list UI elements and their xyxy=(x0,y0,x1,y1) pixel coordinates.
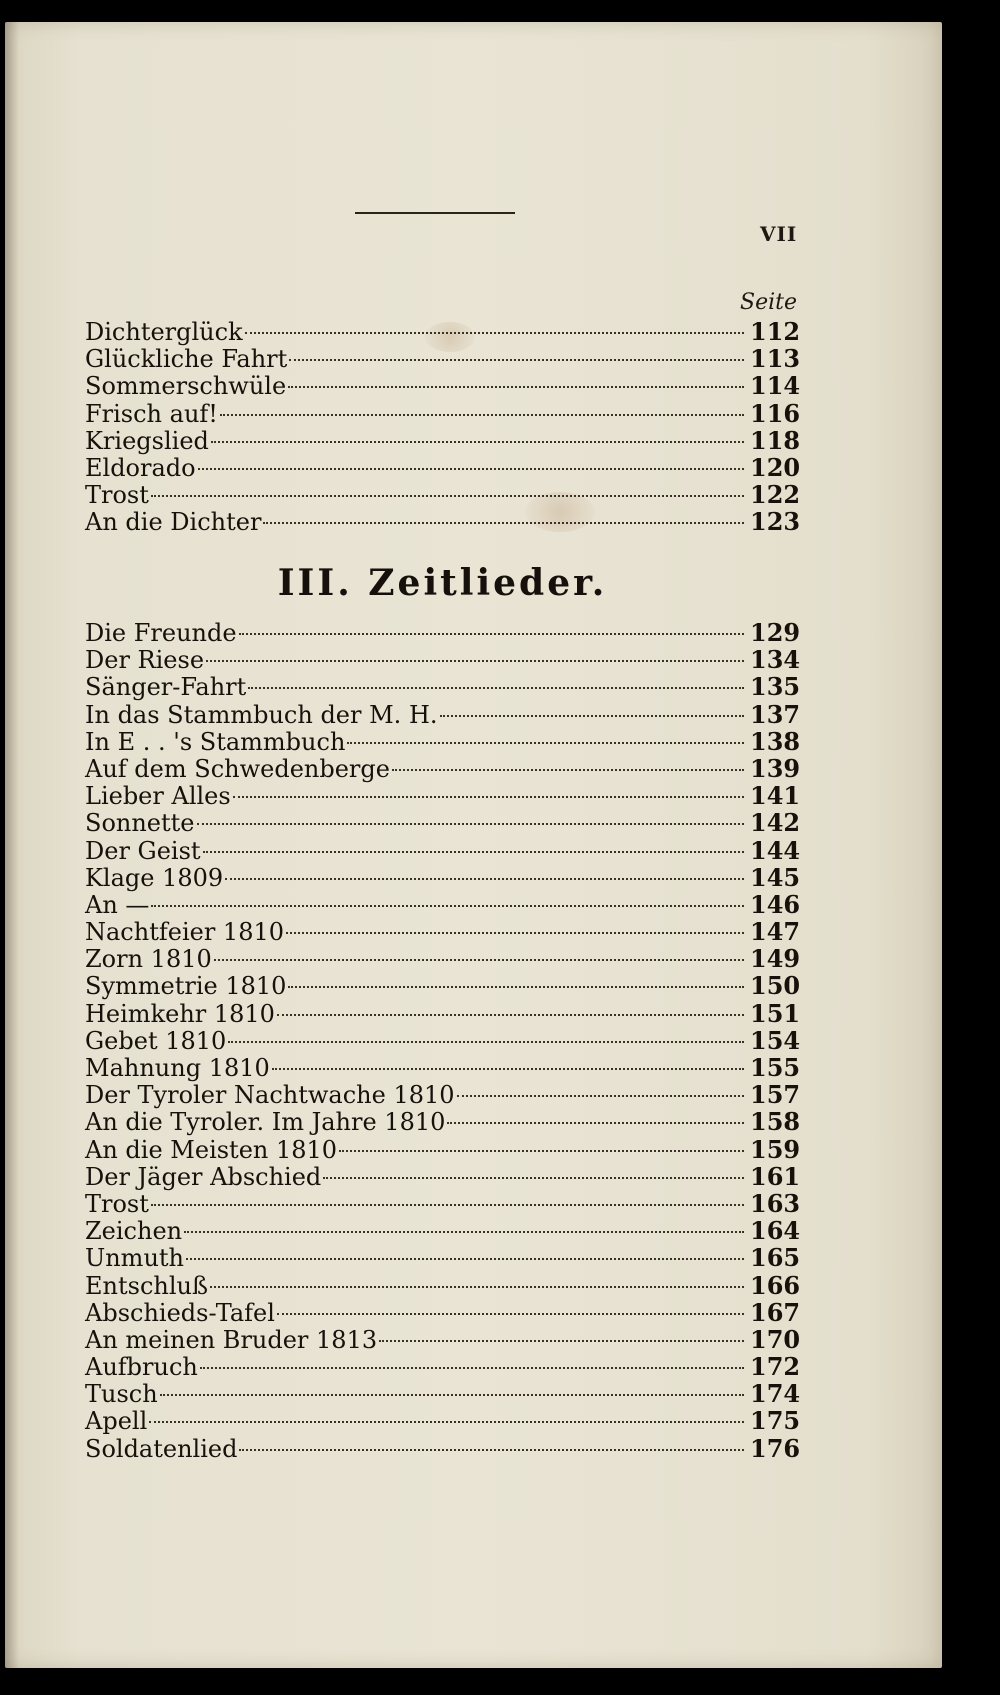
toc-entry xyxy=(85,1353,800,1380)
toc-entry-page: 167 xyxy=(750,1297,801,1327)
dot-leader xyxy=(184,1231,744,1233)
toc-entry-title: Heimkehr 1810 xyxy=(85,999,275,1028)
toc-entry-title: Soldatenlied xyxy=(85,1434,238,1463)
toc-entry xyxy=(85,918,800,945)
toc-entry-title: Gebet 1810 xyxy=(85,1026,227,1055)
toc-entry-title: Frisch auf! xyxy=(85,399,218,428)
toc-entry-title: Sonnette xyxy=(85,809,195,838)
toc-entry-title: In E . . 's Stammbuch xyxy=(85,727,346,756)
toc-entry-title: Auf dem Schwedenberge xyxy=(85,754,390,783)
toc-list-continued xyxy=(85,318,800,536)
toc-entry xyxy=(85,318,800,345)
toc-entry xyxy=(85,1380,800,1407)
toc-entry-page: 134 xyxy=(750,645,801,675)
header-rule xyxy=(355,212,515,214)
dot-leader xyxy=(277,1313,744,1315)
toc-entry-page: 139 xyxy=(750,753,801,783)
toc-entry xyxy=(85,673,800,700)
dot-leader xyxy=(186,1258,744,1260)
toc-entry xyxy=(85,372,800,399)
toc-entry-title: Dichterglück xyxy=(85,318,243,346)
toc-entry-title: Der Riese xyxy=(85,646,205,675)
toc-entry-page: 123 xyxy=(750,507,801,537)
dot-leader xyxy=(323,1177,744,1179)
toc-entry-title: Die Freunde xyxy=(85,619,237,647)
toc-entry xyxy=(85,1136,800,1163)
toc-entry xyxy=(85,945,800,972)
toc-entry xyxy=(85,1244,800,1271)
toc-entry-title: An die Tyroler. Im Jahre 1810 xyxy=(85,1108,446,1137)
toc-entry-page: 135 xyxy=(750,672,801,702)
toc-entry-title: Apell xyxy=(85,1407,148,1436)
toc-entry xyxy=(85,481,800,508)
dot-leader xyxy=(200,1367,744,1369)
toc-entry xyxy=(85,400,800,427)
toc-entry-title: Entschluß xyxy=(85,1271,208,1300)
dot-leader xyxy=(198,468,744,470)
dot-leader xyxy=(225,878,744,880)
toc-entry-title: Zorn 1810 xyxy=(85,945,212,974)
toc-entry-title: Eldorado xyxy=(85,453,196,482)
toc-entry-page: 155 xyxy=(750,1053,801,1082)
dot-leader xyxy=(214,959,744,961)
section-heading: III. Zeitlieder. xyxy=(277,562,608,604)
toc-entry xyxy=(85,427,800,454)
toc-entry-page: 161 xyxy=(750,1161,801,1191)
toc-entry-title: Symmetrie 1810 xyxy=(85,972,287,1001)
page-column-label: Seite xyxy=(740,290,797,315)
toc-entry xyxy=(85,1000,800,1027)
toc-entry xyxy=(85,1054,800,1081)
toc-entry xyxy=(85,837,800,864)
toc-entry-page: 176 xyxy=(750,1433,801,1463)
toc-entry-title: Nachtfeier 1810 xyxy=(85,918,284,947)
toc-entry xyxy=(85,646,800,673)
toc-entry-page: 146 xyxy=(750,889,801,919)
page-number: VII xyxy=(760,222,798,246)
toc-entry-page: 170 xyxy=(750,1324,801,1354)
spine-shadow xyxy=(5,22,19,1668)
toc-entry xyxy=(85,728,800,755)
toc-entry xyxy=(85,1108,800,1135)
dot-leader xyxy=(392,769,744,771)
dot-leader xyxy=(233,796,744,798)
toc-entry-title: An meinen Bruder 1813 xyxy=(85,1325,378,1354)
dot-leader xyxy=(239,633,744,635)
toc-entry-page: 120 xyxy=(750,452,801,482)
toc-entry xyxy=(85,508,800,535)
toc-entry-page: 164 xyxy=(750,1216,801,1246)
dot-leader xyxy=(151,905,744,907)
toc-entry-title: Trost xyxy=(85,1189,149,1218)
dot-leader xyxy=(151,1204,744,1206)
toc-entry-title: Aufbruch xyxy=(85,1353,198,1382)
toc-entry-page: 138 xyxy=(750,726,801,756)
toc-entry-page: 154 xyxy=(750,1025,801,1055)
toc-entry-page: 174 xyxy=(750,1379,801,1409)
toc-entry xyxy=(85,1217,800,1244)
toc-entry-title: Zeichen xyxy=(85,1217,183,1246)
toc-entry xyxy=(85,1299,800,1326)
dot-leader xyxy=(289,359,744,361)
toc-entry-page: 116 xyxy=(750,398,801,428)
toc-entry xyxy=(85,809,800,836)
dot-leader xyxy=(339,1150,744,1152)
toc-entry-title: Der Geist xyxy=(85,836,201,865)
toc-entry-page: 151 xyxy=(750,998,801,1028)
book-page xyxy=(5,22,942,1668)
toc-entry xyxy=(85,1326,800,1353)
dot-leader xyxy=(160,1394,744,1396)
dot-leader xyxy=(203,851,744,853)
dot-leader xyxy=(210,1286,744,1288)
toc-entry-title: Trost xyxy=(85,481,149,510)
toc-entry-page: 157 xyxy=(750,1080,801,1110)
toc-entry xyxy=(85,972,800,999)
toc-entry-page: 172 xyxy=(750,1352,801,1382)
toc-entry-page: 158 xyxy=(750,1107,801,1137)
toc-entry xyxy=(85,891,800,918)
dot-leader xyxy=(440,715,745,717)
dot-leader xyxy=(288,986,744,988)
toc-entry-title: An die Dichter xyxy=(85,508,262,537)
toc-entry-title: Kriegslied xyxy=(85,426,209,455)
dot-leader xyxy=(245,332,744,334)
toc-entry-page: 175 xyxy=(750,1406,801,1436)
dot-leader xyxy=(211,441,744,443)
toc-entry-title: Abschieds-Tafel xyxy=(85,1298,275,1327)
dot-leader xyxy=(239,1449,744,1451)
toc-entry xyxy=(85,454,800,481)
dot-leader xyxy=(272,1068,744,1070)
toc-entry-page: 165 xyxy=(750,1243,801,1273)
toc-entry-page: 150 xyxy=(750,971,801,1001)
dot-leader xyxy=(347,742,744,744)
toc-entry-page: 163 xyxy=(750,1188,801,1218)
toc-entry-title: Der Tyroler Nachtwache 1810 xyxy=(85,1081,455,1110)
toc-entry xyxy=(85,1435,800,1462)
toc-entry xyxy=(85,1272,800,1299)
toc-entry-title: Sommerschwüle xyxy=(85,372,287,401)
dot-leader xyxy=(379,1340,744,1342)
dot-leader xyxy=(149,1421,744,1423)
toc-entry xyxy=(85,755,800,782)
toc-entry xyxy=(85,1163,800,1190)
toc-entry-title: Tusch xyxy=(85,1380,158,1409)
toc-entry-page: 113 xyxy=(750,344,801,374)
dot-leader xyxy=(447,1122,744,1124)
toc-entry-title: Glückliche Fahrt xyxy=(85,345,288,374)
toc-entry-page: 129 xyxy=(750,618,801,647)
toc-entry xyxy=(85,864,800,891)
dot-leader xyxy=(277,1014,744,1016)
dot-leader xyxy=(206,660,744,662)
dot-leader xyxy=(457,1095,744,1097)
toc-entry-title: Sänger-Fahrt xyxy=(85,673,247,702)
toc-entry-page: 137 xyxy=(750,699,801,729)
toc-entry xyxy=(85,1407,800,1434)
toc-entry xyxy=(85,1081,800,1108)
dot-leader xyxy=(220,414,744,416)
dot-leader xyxy=(228,1041,744,1043)
toc-entry-page: 141 xyxy=(750,781,801,811)
toc-entry xyxy=(85,345,800,372)
toc-entry xyxy=(85,701,800,728)
dot-leader xyxy=(197,823,745,825)
dot-leader xyxy=(248,687,744,689)
toc-entry-page: 147 xyxy=(750,917,801,947)
toc-entry-page: 144 xyxy=(750,835,801,865)
toc-entry-page: 149 xyxy=(750,944,801,974)
toc-entry xyxy=(85,1190,800,1217)
toc-entry-title: In das Stammbuch der M. H. xyxy=(85,700,438,729)
toc-entry-page: 142 xyxy=(750,808,801,838)
dot-leader xyxy=(263,522,744,524)
toc-entry-page: 118 xyxy=(750,425,801,455)
toc-entry-page: 122 xyxy=(750,480,801,510)
dot-leader xyxy=(151,495,744,497)
toc-entry-page: 114 xyxy=(750,371,801,401)
toc-entry-title: Klage 1809 xyxy=(85,863,224,892)
toc-entry-title: Mahnung 1810 xyxy=(85,1054,270,1082)
toc-entry xyxy=(85,1027,800,1054)
toc-entry-title: An — xyxy=(85,890,150,919)
toc-entry-page: 159 xyxy=(750,1134,801,1164)
toc-entry xyxy=(85,782,800,809)
toc-entry-page: 112 xyxy=(750,317,801,346)
toc-list-section-iii xyxy=(85,619,800,1462)
toc-entry-page: 166 xyxy=(750,1270,801,1300)
toc-entry-title: Lieber Alles xyxy=(85,782,231,811)
dot-leader xyxy=(286,932,744,934)
toc-entry xyxy=(85,619,800,646)
toc-entry-page: 145 xyxy=(750,862,801,892)
toc-entry-title: An die Meisten 1810 xyxy=(85,1135,338,1164)
toc-entry-title: Unmuth xyxy=(85,1244,184,1273)
dot-leader xyxy=(288,386,744,388)
toc-entry-title: Der Jäger Abschied xyxy=(85,1162,322,1191)
